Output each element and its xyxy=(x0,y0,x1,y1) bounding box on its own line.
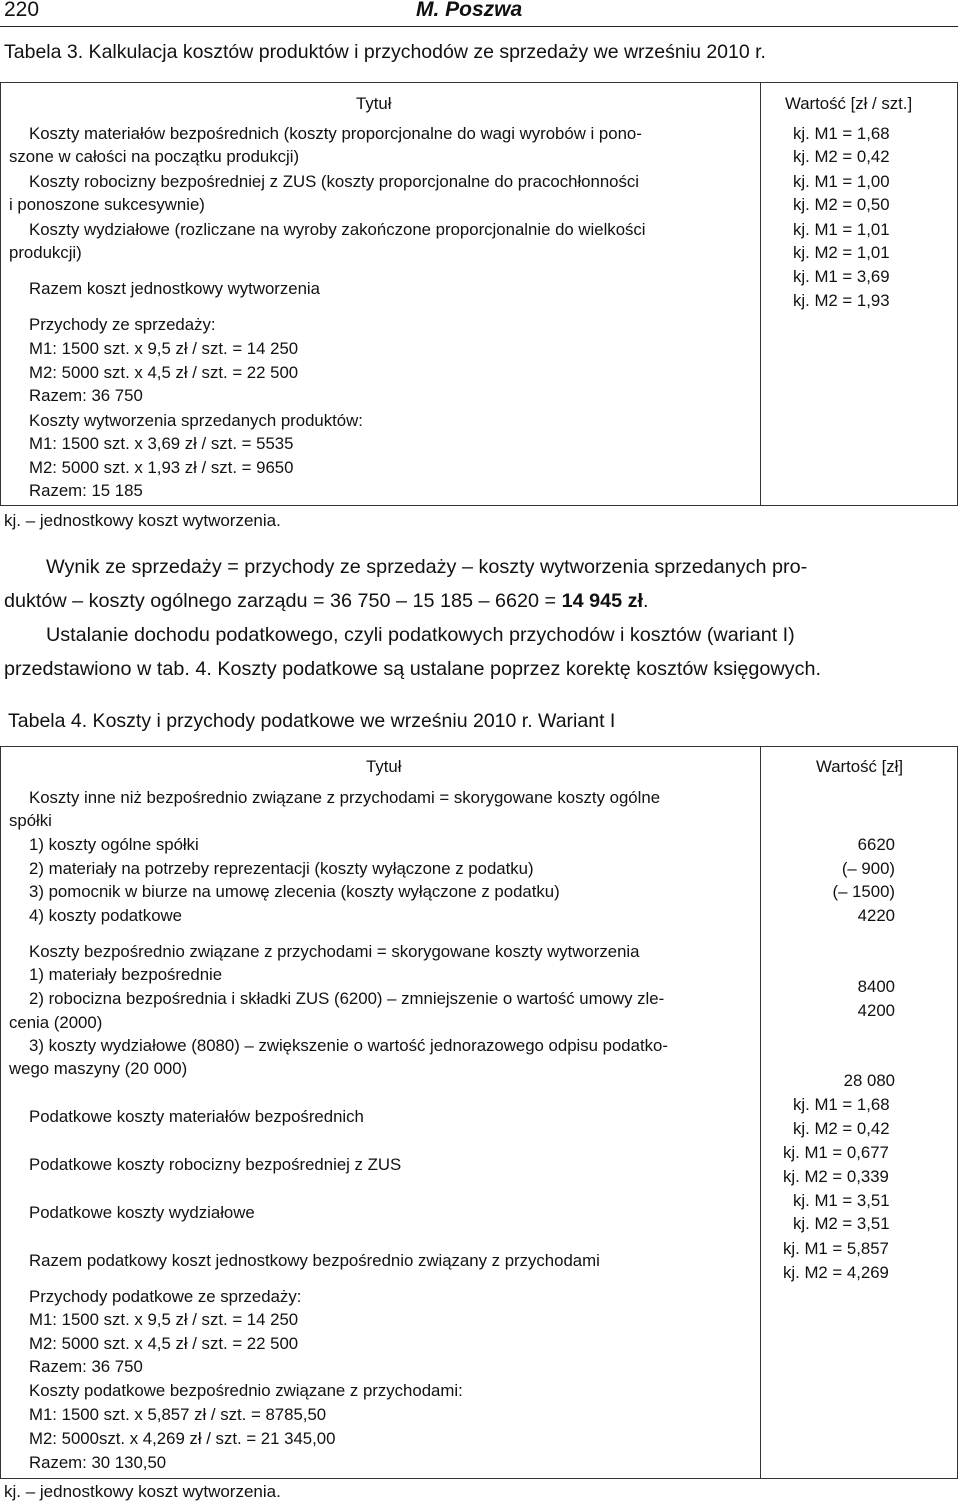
table3-income-line: M2: 5000 szt. x 4,5 zł / szt. = 22 500 xyxy=(29,363,299,382)
table3-row-label: Koszty robocizny bezpośredniej z ZUS (koszty proporcjonalne do pracochłonności xyxy=(29,172,640,191)
table4-block2-line: 1) materiały bezpośrednie xyxy=(29,965,223,984)
table4-total-value: kj. M1 = 5,857 xyxy=(783,1239,889,1258)
table3-row-value: kj. M2 = 1,01 xyxy=(793,243,890,262)
table3-header-value: Wartość [zł / szt.] xyxy=(785,94,913,113)
table4-block1-line: 4) koszty podatkowe xyxy=(29,906,182,925)
table3-cost-line: M1: 1500 szt. x 3,69 zł / szt. = 5535 xyxy=(29,434,294,453)
table4-header-title: Tytuł xyxy=(366,757,402,776)
table3-row-value: kj. M2 = 0,42 xyxy=(793,147,890,166)
table4-note: kj. – jednostkowy koszt wytworzenia. xyxy=(4,1482,281,1501)
table4-cost-line: M2: 5000szt. x 4,269 zł / szt. = 21 345,00 xyxy=(29,1429,336,1448)
page-number: 220 xyxy=(4,0,40,21)
table4-block2-line: 3) koszty wydziałowe (8080) – zwiększenie o wartość jednorazowego odpisu podatko- xyxy=(29,1036,668,1055)
table4-block1-value: (– 1500) xyxy=(832,882,895,901)
table4-block1-value: 4220 xyxy=(857,906,895,925)
paragraph-2-line-1: Ustalanie dochodu podatkowego, czyli podatkowych przychodów i kosztów (wariant I) xyxy=(46,624,795,646)
table4-income-line: M1: 1500 szt. x 9,5 zł / szt. = 14 250 xyxy=(29,1310,299,1329)
table4-block2-line: cenia (2000) xyxy=(9,1013,103,1032)
table3-caption: Tabela 3. Kalkulacja kosztów produktów i przychodów ze sprzedaży we wrześniu 2010 r. xyxy=(4,41,766,63)
table3-total-label: Razem koszt jednostkowy wytworzenia xyxy=(29,279,320,298)
table4-row-label: Podatkowe koszty materiałów bezpośrednich xyxy=(29,1107,364,1126)
table4-income-line: M2: 5000 szt. x 4,5 zł / szt. = 22 500 xyxy=(29,1334,299,1353)
table3-income-line: Razem: 36 750 xyxy=(29,386,143,405)
table4-block1-line: Koszty inne niż bezpośrednio związane z przychodami = skorygowane koszty ogólne xyxy=(29,788,661,807)
table4-row-value: kj. M1 = 3,51 xyxy=(793,1191,890,1210)
table3-row-label: Koszty materiałów bezpośrednich (koszty proporcjonalne do wagi wyrobów i pono- xyxy=(29,124,642,143)
paragraph-1-end: . xyxy=(642,590,649,612)
table4-block2-value: 4200 xyxy=(857,1001,895,1020)
table4-row-value: kj. M1 = 1,68 xyxy=(793,1095,890,1114)
table4-block1-line: spółki xyxy=(9,811,52,830)
table4-block1-value: 6620 xyxy=(857,835,895,854)
table3-income-line: M1: 1500 szt. x 9,5 zł / szt. = 14 250 xyxy=(29,339,299,358)
table4-total-label: Razem podatkowy koszt jednostkowy bezpośrednio związany z przychodami xyxy=(29,1251,600,1270)
table4-block1-line: 1) koszty ogólne spółki xyxy=(29,835,199,854)
table4-income-line: Przychody podatkowe ze sprzedaży: xyxy=(29,1287,302,1306)
table4-row-value: kj. M2 = 3,51 xyxy=(793,1214,890,1233)
table3-note: kj. – jednostkowy koszt wytworzenia. xyxy=(4,511,281,530)
table3-header-title: Tytuł xyxy=(356,94,392,113)
table4-row-value: kj. M1 = 0,677 xyxy=(783,1143,889,1162)
table3-cost-line: Koszty wytworzenia sprzedanych produktów: xyxy=(29,411,363,430)
result-value: 14 945 zł xyxy=(561,590,643,612)
paragraph-1-text: duktów – koszty ogólnego zarządu = 36 750 – 15 185 – 6620 = xyxy=(4,590,562,612)
table3-row-label: produkcji) xyxy=(9,243,82,262)
table4-block2-line: Koszty bezpośrednio związane z przychodami = skorygowane koszty wytworzenia xyxy=(29,942,640,961)
table4-block1-value: (– 900) xyxy=(841,859,895,878)
table4-block1-line: 3) pomocnik w biurze na umowę zlecenia (koszty wyłączone z podatku) xyxy=(29,882,560,901)
running-head: M. Poszwa xyxy=(416,0,523,21)
table3-row-label: i ponoszone sukcesywnie) xyxy=(9,195,205,214)
table3 xyxy=(0,82,958,506)
table3-row-value: kj. M2 = 0,50 xyxy=(793,195,890,214)
table4-row-label: Podatkowe koszty robocizny bezpośredniej z ZUS xyxy=(29,1155,402,1174)
table4-block2-line: wego maszyny (20 000) xyxy=(9,1059,188,1078)
table4-cost-line: Razem: 30 130,50 xyxy=(29,1453,167,1472)
table3-income-line: Przychody ze sprzedaży: xyxy=(29,315,216,334)
table4 xyxy=(0,746,958,1479)
table3-total-value: kj. M1 = 3,69 xyxy=(793,267,890,286)
table3-cost-line: M2: 5000 szt. x 1,93 zł / szt. = 9650 xyxy=(29,458,294,477)
table4-block2-value: 28 080 xyxy=(843,1071,895,1090)
table4-total-value: kj. M2 = 4,269 xyxy=(783,1263,889,1282)
table4-row-value: kj. M2 = 0,42 xyxy=(793,1119,890,1138)
table4-cost-line: Koszty podatkowe bezpośrednio związane z przychodami: xyxy=(29,1381,463,1400)
paragraph-1-line-2 xyxy=(4,590,648,613)
table4-header-value: Wartość [zł] xyxy=(816,757,904,776)
table3-row-value: kj. M1 = 1,68 xyxy=(793,124,890,143)
table3-row-label: szone w całości na początku produkcji) xyxy=(9,147,300,166)
header-rule xyxy=(0,26,958,27)
table4-block2-value: 8400 xyxy=(857,977,895,996)
table3-row-label: Koszty wydziałowe (rozliczane na wyroby zakończone proporcjonalnie do wielkości xyxy=(29,220,646,239)
table4-row-label: Podatkowe koszty wydziałowe xyxy=(29,1203,255,1222)
table4-column-divider xyxy=(760,747,761,1478)
table3-column-divider xyxy=(760,83,761,505)
table4-block1-line: 2) materiały na potrzeby reprezentacji (koszty wyłączone z podatku) xyxy=(29,859,534,878)
table4-caption: Tabela 4. Koszty i przychody podatkowe we wrześniu 2010 r. Wariant I xyxy=(8,710,616,732)
table3-row-value: kj. M1 = 1,00 xyxy=(793,172,890,191)
paragraph-1-line-1: Wynik ze sprzedaży = przychody ze sprzedaży – koszty wytworzenia sprzedanych pro- xyxy=(46,556,808,578)
table3-total-value: kj. M2 = 1,93 xyxy=(793,291,890,310)
table4-income-line: Razem: 36 750 xyxy=(29,1357,143,1376)
table3-row-value: kj. M1 = 1,01 xyxy=(793,220,890,239)
table4-cost-line: M1: 1500 szt. x 5,857 zł / szt. = 8785,50 xyxy=(29,1405,327,1424)
paragraph-2-line-2: przedstawiono w tab. 4. Koszty podatkowe są ustalane poprzez korektę kosztów księgowych. xyxy=(4,658,821,680)
table4-block2-line: 2) robocizna bezpośrednia i składki ZUS (6200) – zmniejszenie o wartość umowy zle- xyxy=(29,989,665,1008)
table4-row-value: kj. M2 = 0,339 xyxy=(783,1167,889,1186)
table3-cost-line: Razem: 15 185 xyxy=(29,481,143,500)
